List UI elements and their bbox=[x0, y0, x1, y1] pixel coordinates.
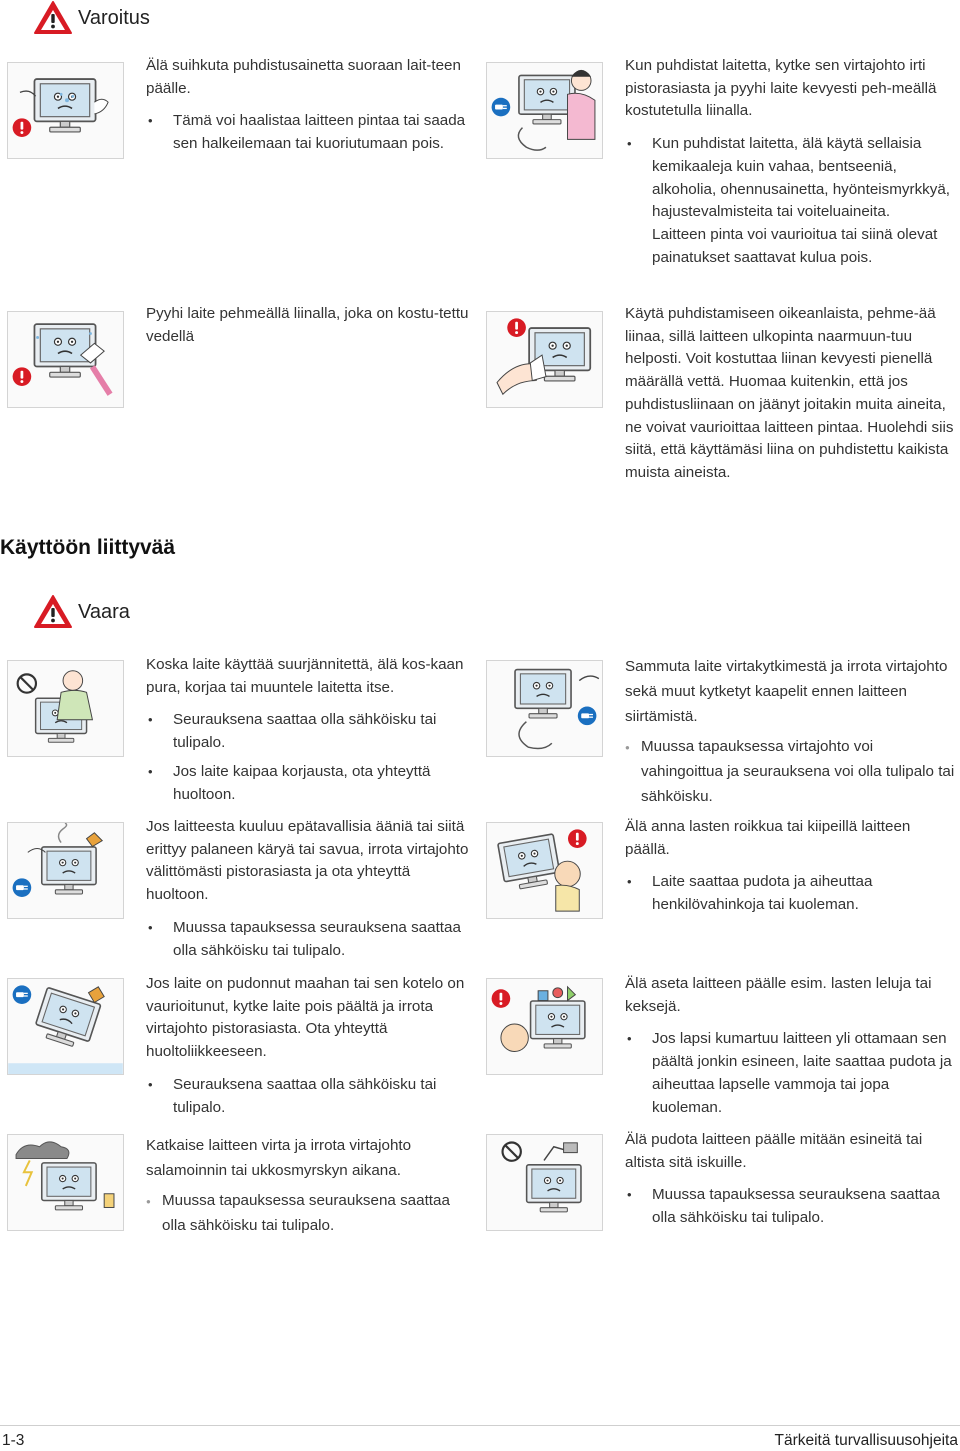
unplug-icon bbox=[492, 98, 511, 117]
caution-icon bbox=[568, 829, 587, 848]
danger-label: Vaara bbox=[78, 600, 130, 623]
caution-icon bbox=[13, 118, 32, 137]
item-6-text bbox=[146, 816, 476, 962]
footer-title: Tärkeitä turvallisuusohjeita bbox=[774, 1432, 958, 1449]
item-5-text bbox=[625, 654, 955, 809]
item-9-text bbox=[625, 973, 955, 1119]
item-1-text bbox=[625, 55, 955, 269]
item-2-text bbox=[146, 303, 476, 348]
unplug-icon bbox=[13, 878, 32, 897]
danger-heading bbox=[33, 594, 130, 630]
item-10-bullet: ● Muussa tapauksessa seurauksena saattaa olla sähköisku tai tulipalo. bbox=[146, 1188, 476, 1238]
warning-triangle-icon bbox=[33, 0, 73, 36]
item-7-bullet: • Laite saattaa pudota ja aiheuttaa henkilövahinkoja tai kuoleman. bbox=[625, 871, 955, 916]
item-7-lead: Älä anna lasten roikkua tai kiipeillä laitteen päällä. bbox=[625, 818, 911, 858]
item-0-bullet: • Tämä voi haalistaa laitteen pintaa tai saada sen halkeilemaan tai kuoriutumaan pois. bbox=[146, 110, 471, 155]
item-7-text bbox=[625, 816, 955, 917]
item-10-lead: Katkaise laitteen virta ja irrota virtajohto salamoinnin tai ukkosmyrskyn aikana. bbox=[146, 1137, 412, 1179]
item-8-bullet: • Seurauksena saattaa olla sähköisku tai tulipalo. bbox=[146, 1074, 476, 1119]
child-climbing-illustration bbox=[486, 822, 603, 919]
item-10-text bbox=[146, 1133, 476, 1238]
soft-cloth-illustration bbox=[486, 311, 603, 408]
unplug-icon bbox=[13, 985, 32, 1004]
caution-icon bbox=[507, 318, 526, 337]
item-11-bullet: • Muussa tapauksessa seurauksena saattaa olla sähköisku tai tulipalo. bbox=[625, 1184, 955, 1229]
spray-cleaner-illustration bbox=[7, 62, 124, 159]
item-3-lead: Käytä puhdistamiseen oikeanlaista, pehme-ää liinaa, sillä laitteen ulkopinta naarmuun-tuu helposti. Voit kostuttaa liinan kevyesti pienellä määrällä vettä. Huomaa kuitenkin, että jos puhdistusliinaan on jäänyt joitakin muita aineita, ne voivat vaurioittaa laitteen pintaa. Huolehdi siis siitä, että käyttämäsi liina on puhdistettu kaikista muista aineista. bbox=[625, 305, 954, 481]
item-11-text bbox=[625, 1129, 955, 1230]
item-6-bullet: • Muussa tapauksessa seurauksena saattaa olla sähköisku tai tulipalo. bbox=[146, 917, 476, 962]
prohibited-icon bbox=[18, 674, 36, 692]
item-0-lead: Älä suihkuta puhdistusainetta suoraan lait-teen päälle. bbox=[146, 57, 461, 97]
item-1-bullet: • Kun puhdistat laitetta, älä käytä sellaisia kemikaaleja kuin vahaa, bentseeniä, alkoholia, ohennusainetta, hyönteismyrkkyä, hajustevalmisteita tai voiteluaineita. bbox=[625, 133, 955, 224]
item-2-lead: Pyyhi laite pehmeällä liinalla, joka on kostu-tettu vedellä bbox=[146, 305, 469, 345]
caution-icon bbox=[492, 989, 511, 1008]
unplug-clean-illustration bbox=[486, 62, 603, 159]
item-6-lead: Jos laitteesta kuuluu epätavallisia ääniä tai siitä erittyy palaneen käryä tai savua, irrota virtajohto välittömästi pistorasiasta ja ota yhteyttä huoltoon. bbox=[146, 818, 469, 904]
item-3-text bbox=[625, 303, 955, 485]
item-5-lead: Sammuta laite virtakytkimestä ja irrota virtajohto sekä muut kytketyt kaapelit ennen laitteen siirtämistä. bbox=[625, 658, 948, 725]
move-unplug-illustration bbox=[486, 660, 603, 757]
warning-label: Varoitus bbox=[78, 6, 150, 29]
item-4-lead: Koska laite käyttää suurjännitettä, älä kos-kaan pura, korjaa tai muuntele laitetta itse. bbox=[146, 656, 464, 696]
item-4-bullet-1: • Seurauksena saattaa olla sähköisku tai tulipalo. bbox=[146, 709, 476, 754]
unplug-icon bbox=[578, 707, 597, 726]
item-1-lead: Kun puhdistat laitetta, kytke sen virtajohto irti pistorasiasta ja pyyhi laite kevyesti peh-meällä kostutetulla liinalla. bbox=[625, 57, 937, 120]
wipe-water-cloth-illustration bbox=[7, 311, 124, 408]
item-4-bullet-2: • Jos laite kaipaa korjausta, ota yhteyttä huoltoon. bbox=[146, 761, 476, 806]
item-9-bullet: • Jos lapsi kumartuu laitteen yli ottamaan sen päältä jonkin esineen, laite saattaa pudota ja aiheuttaa lapselle vammoja tai jopa kuoleman. bbox=[625, 1028, 955, 1119]
disassemble-illustration bbox=[7, 660, 124, 757]
item-8-text bbox=[146, 973, 476, 1119]
section-title: Käyttöön liittyvää bbox=[0, 536, 176, 559]
footer-divider bbox=[0, 1425, 960, 1426]
prohibited-icon bbox=[503, 1142, 521, 1160]
item-1-subnote: Laitteen pinta voi vaurioitua tai siinä olevat painatukset saattavat kulua pois. bbox=[652, 225, 938, 266]
item-5-bullet: ● Muussa tapauksessa virtajohto voi vahingoittua ja seurauksena voi olla tulipalo tai sähköisku. bbox=[625, 734, 955, 809]
item-4-text bbox=[146, 654, 476, 806]
lightning-storm-illustration bbox=[7, 1134, 124, 1231]
impact-illustration bbox=[486, 1134, 603, 1231]
smoke-smell-illustration bbox=[7, 822, 124, 919]
page-number: 1-3 bbox=[2, 1432, 25, 1449]
item-8-lead: Jos laite on pudonnut maahan tai sen kotelo on vaurioitunut, kytke laite pois päältä ja irrota virtajohto pistorasiasta. Ota yhteyttä huoltoliikkeeseen. bbox=[146, 975, 465, 1061]
warning-heading bbox=[33, 0, 150, 36]
item-9-lead: Älä aseta laitteen päälle esim. lasten leluja tai keksejä. bbox=[625, 975, 932, 1015]
caution-icon bbox=[13, 367, 32, 386]
toys-on-top-illustration bbox=[486, 978, 603, 1075]
item-11-lead: Älä pudota laitteen päälle mitään esineitä tai altista sitä iskuille. bbox=[625, 1131, 923, 1171]
item-0-text bbox=[146, 55, 471, 156]
danger-triangle-icon bbox=[33, 594, 73, 630]
dropped-device-illustration bbox=[7, 978, 124, 1075]
